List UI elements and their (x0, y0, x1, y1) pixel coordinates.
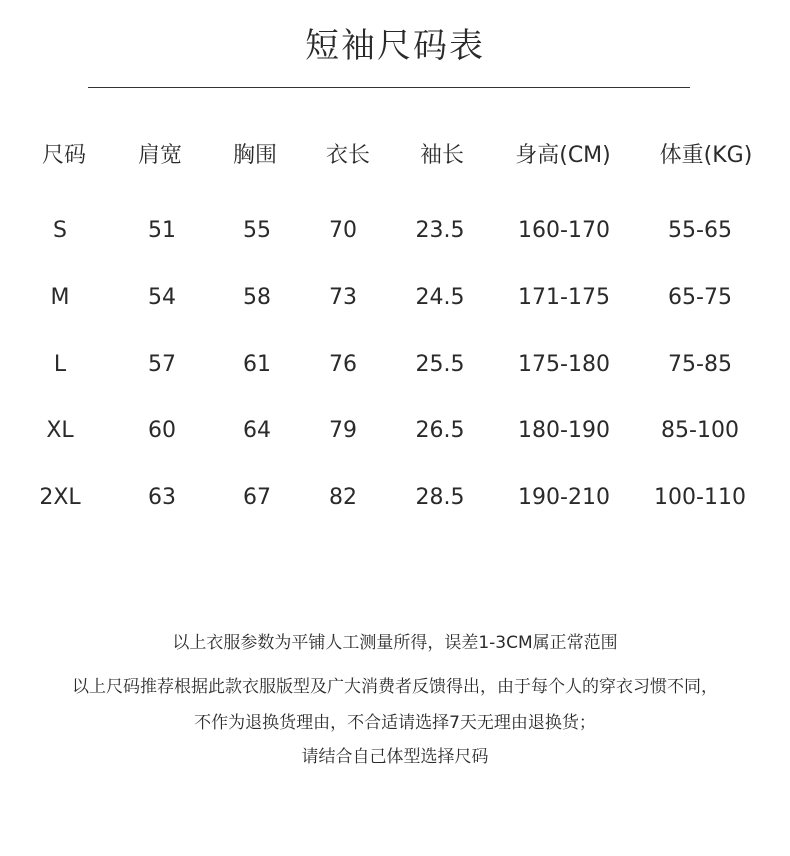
row-l-sleeve: 25.5 (415, 352, 465, 377)
row-2xl-length: 82 (329, 485, 357, 510)
row-s-weight: 55-65 (668, 218, 732, 243)
header-chest: 胸围 (232, 143, 277, 168)
row-xl-shoulder: 60 (148, 418, 176, 443)
note-recommendation: 以上尺码推荐根据此款衣服版型及广大消费者反馈得出，由于每个人的穿衣习惯不同， (72, 677, 718, 697)
page-title: 短袖尺码表 (305, 26, 485, 66)
row-s-height: 160-170 (518, 218, 610, 243)
note-choose-size: 请结合自己体型选择尺码 (301, 747, 489, 767)
row-l-shoulder: 57 (148, 352, 176, 377)
row-l-length: 76 (329, 352, 357, 377)
row-m-size: M (50, 285, 70, 310)
row-xl-height: 180-190 (518, 418, 610, 443)
row-m-weight: 65-75 (668, 285, 732, 310)
row-2xl-weight: 100-110 (654, 485, 746, 510)
row-xl-length: 79 (329, 418, 357, 443)
header-shoulder: 肩宽 (137, 143, 182, 168)
note-measurement: 以上衣服参数为平铺人工测量所得，误差1-3CM属正常范围 (172, 633, 618, 653)
row-xl-sleeve: 26.5 (415, 418, 465, 443)
row-m-length: 73 (329, 285, 357, 310)
row-l-weight: 75-85 (668, 352, 732, 377)
header-weight: 体重(KG) (659, 143, 753, 168)
row-s-length: 70 (329, 218, 357, 243)
note-return-policy: 不作为退换货理由，不合适请选择7天无理由退换货； (194, 713, 596, 733)
row-s-size: S (53, 218, 67, 243)
row-m-shoulder: 54 (148, 285, 176, 310)
row-2xl-height: 190-210 (518, 485, 610, 510)
row-2xl-size: 2XL (39, 485, 81, 510)
header-height: 身高(CM) (515, 143, 611, 168)
header-sleeve: 袖长 (419, 143, 464, 168)
row-m-sleeve: 24.5 (415, 285, 465, 310)
row-s-shoulder: 51 (148, 218, 176, 243)
row-s-chest: 55 (243, 218, 271, 243)
row-m-chest: 58 (243, 285, 271, 310)
row-2xl-sleeve: 28.5 (415, 485, 465, 510)
header-size: 尺码 (41, 143, 86, 168)
row-l-chest: 61 (243, 352, 271, 377)
row-xl-chest: 64 (243, 418, 271, 443)
row-s-sleeve: 23.5 (415, 218, 465, 243)
row-m-height: 171-175 (518, 285, 610, 310)
row-xl-weight: 85-100 (661, 418, 739, 443)
row-2xl-chest: 67 (243, 485, 271, 510)
row-xl-size: XL (46, 418, 74, 443)
header-length: 衣长 (325, 143, 370, 168)
row-2xl-shoulder: 63 (148, 485, 176, 510)
row-l-height: 175-180 (518, 352, 610, 377)
row-l-size: L (53, 352, 67, 377)
